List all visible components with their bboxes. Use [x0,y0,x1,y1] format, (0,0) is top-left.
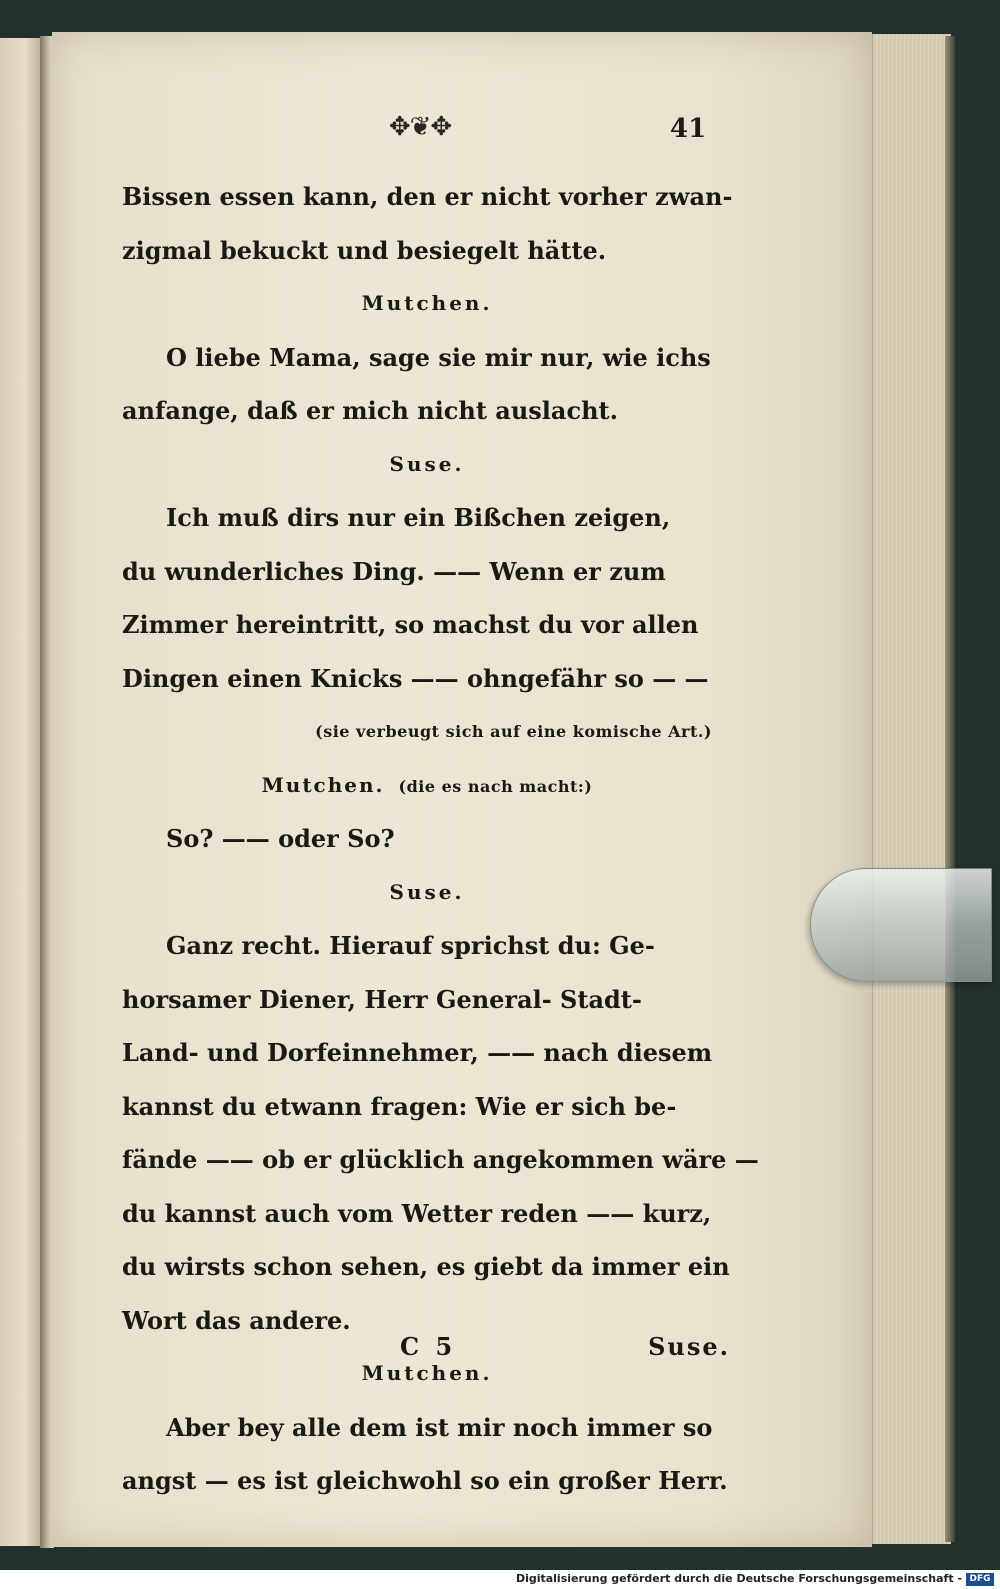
text-line: fände —— ob er glücklich angekommen wäre — [122,1145,759,1174]
speaker-name: Suse. [389,451,465,476]
signature-mark: C 5 [400,1332,457,1361]
left-page-edge [0,38,43,1546]
text-line: du wunderliches Ding. —— Wenn er zum [122,556,666,586]
header-ornament-icon: ✥❦✥ [388,112,452,142]
speaker-name: Mutchen. [261,772,385,797]
footer-credit: Digitalisierung gefördert durch die Deutsche Forschungsgemeinschaft - [515,1572,962,1585]
text-line: du kannst auch vom Wetter reden —— kurz, [122,1198,712,1228]
text-line: Aber bey alle dem ist mir noch immer so [166,1412,713,1442]
page-footer-row [400,1332,730,1372]
stage-direction: (sie verbeugt sich auf eine komische Art.) [315,722,712,741]
speaker-with-direction [122,759,732,813]
speaker-name: Mutchen. [361,291,493,315]
speaker-name: Mutchen. [361,1361,493,1385]
text-line: angst — es ist gleichwohl so ein großer Herr. [122,1466,728,1495]
text-line: Land- und Dorfeinnehmer, —— nach diesem [122,1038,713,1067]
text-line: Wort das andere. [122,1305,351,1335]
text-line: Ganz recht. Hierauf sprichst du: Ge- [166,931,655,960]
page-body-text [122,170,759,1508]
text-line: Ich muß dirs nur ein Bißchen zeigen, [166,503,671,532]
page-number: 41 [670,114,707,144]
page-header [370,112,730,152]
speaker-name: Suse. [389,879,465,904]
text-line: So? —— oder So? [166,824,395,853]
text-line: Zimmer hereintritt, so machst du vor allen [122,610,699,639]
text-line: horsamer Diener, Herr General- Stadt- [122,984,642,1014]
catchword: Suse. [648,1332,730,1361]
page-stack-edge [872,34,951,1544]
text-line: Dingen einen Knicks —— ohngefähr so — — [122,663,709,693]
digitization-footer [0,1570,1000,1589]
text-line: du wirsts schon sehen, es giebt da immer ein [122,1252,730,1281]
text-line: Bissen essen kann, den er nicht vorher zwan- [122,182,733,211]
stage-direction: (die es nach macht:) [398,776,593,796]
page-clip [810,868,992,982]
dfg-logo-icon: DFG [966,1573,994,1586]
text-line: anfange, daß er mich nicht auslacht. [122,396,618,425]
text-line: zigmal bekuckt und besiegelt hätte. [122,235,607,265]
text-line: O liebe Mama, sage sie mir nur, wie ichs [166,342,711,372]
text-line: kannst du etwann fragen: Wie er sich be- [122,1091,677,1121]
page-edge-shadow [945,36,955,1542]
